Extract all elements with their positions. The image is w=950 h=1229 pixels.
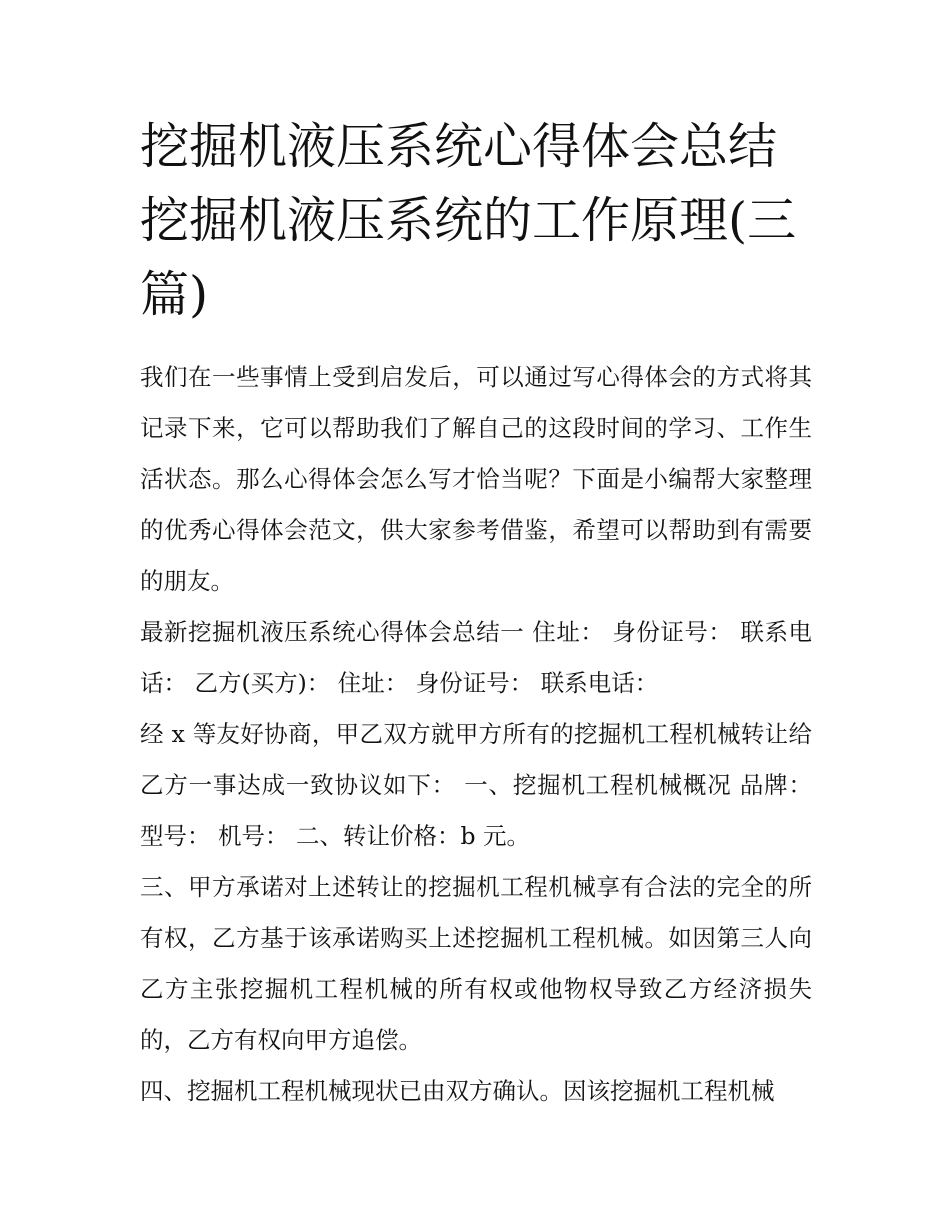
paragraph-agreement: 经 x 等友好协商，甲乙双方就甲方所有的挖掘机工程机械转让给乙方一事达成一致协议如下： 一、挖掘机工程机械概况 品牌： 型号： 机号： 二、转让价格：b 元。 [140,720,812,850]
paragraph-condition: 四、挖掘机工程机械现状已由双方确认。因该挖掘机工程机械 [140,1077,775,1105]
paragraph-intro: 我们在一些事情上受到启发后，可以通过写心得体会的方式将其记录下来，它可以帮助我们了解自己的这段时间的学习、工作生活状态。那么心得体会怎么写才恰当呢？下面是小编帮大家整理的优秀心得体会范文，供大家参考借鉴，希望可以帮助到有需要的朋友。 [140,363,812,595]
document-title: 挖掘机液压系统心得体会总结 挖掘机液压系统的工作原理(三篇) [140,118,797,323]
document-page [140,110,812,1117]
paragraph-ownership: 三、甲方承诺对上述转让的挖掘机工程机械享有合法的完全的所有权，乙方基于该承诺购买上述挖掘机工程机械。如因第三人向乙方主张挖掘机工程机械的所有权或他物权导致乙方经济损失的，乙方有权向甲方追偿。 [140,873,812,1054]
paragraph-parties: 最新挖掘机液压系统心得体会总结一 住址： 身份证号： 联系电话： 乙方(买方)： 住址： 身份证号： 联系电话： [140,618,812,697]
